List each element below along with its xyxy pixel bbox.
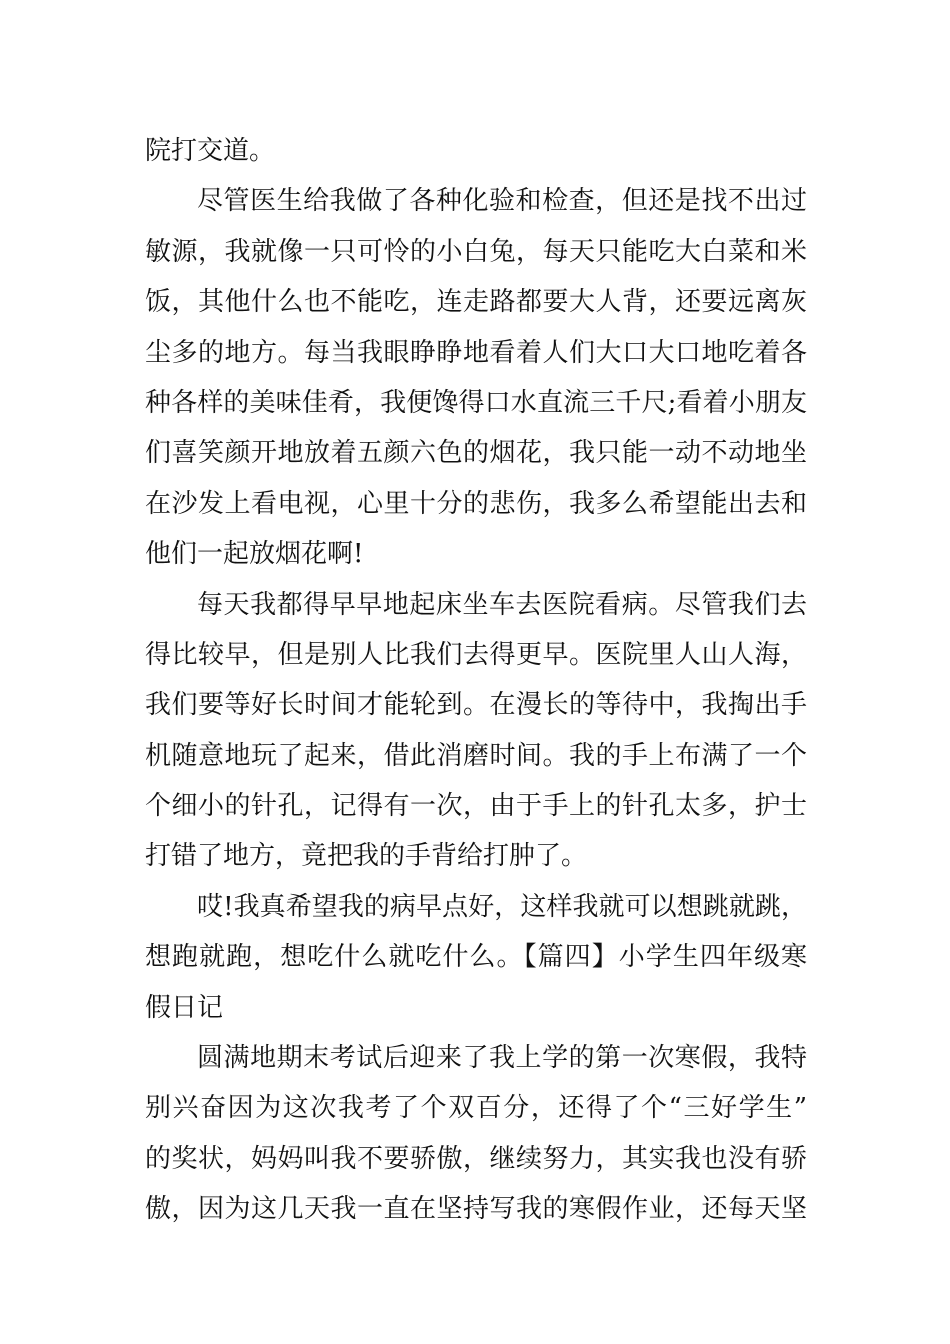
text-line: 敏源，我就像一只可怜的小白兔，每天只能吃大白菜和米 — [145, 236, 807, 267]
text-line: 假日记 — [145, 992, 224, 1023]
text-line: 我们要等好长时间才能轮到。在漫长的等待中，我掏出手 — [145, 690, 807, 721]
body-text — [145, 126, 807, 1235]
text-line: 想跑就跑，想吃什么就吃什么。【篇四】小学生四年级寒 — [145, 942, 807, 973]
text-line: 打错了地方，竟把我的手背给打肿了。 — [145, 841, 588, 872]
text-line: 的奖状，妈妈叫我不要骄傲，继续努力，其实我也没有骄 — [145, 1143, 807, 1174]
paragraph-start-line: 哎!我真希望我的病早点好，这样我就可以想跳就跳， — [197, 891, 807, 922]
text-line: 他们一起放烟花啊! — [145, 539, 364, 570]
text-line: 饭，其他什么也不能吃，连走路都要大人背，还要远离灰 — [145, 287, 807, 318]
text-line: 傲，因为这几天我一直在坚持写我的寒假作业，还每天坚 — [145, 1194, 807, 1225]
text-line: 机随意地玩了起来，借此消磨时间。我的手上布满了一个 — [145, 740, 807, 771]
text-line: 种各样的美味佳肴，我便馋得口水直流三千尺;看着小朋友 — [145, 387, 807, 418]
paragraph-start-line: 每天我都得早早地起床坐车去医院看病。尽管我们去 — [197, 589, 807, 620]
text-line: 们喜笑颜开地放着五颜六色的烟花，我只能一动不动地坐 — [145, 438, 807, 469]
text-line: 别兴奋因为这次我考了个双百分，还得了个“三好学生” — [145, 1093, 807, 1124]
text-line: 得比较早，但是别人比我们去得更早。医院里人山人海， — [145, 639, 807, 670]
text-line: 院打交道。 — [145, 136, 276, 166]
text-line: 在沙发上看电视，心里十分的悲伤，我多么希望能出去和 — [145, 488, 807, 519]
paragraph-start-line: 尽管医生给我做了各种化验和检查，但还是找不出过 — [197, 186, 807, 217]
text-line: 个细小的针孔，记得有一次，由于手上的针孔太多，护士 — [145, 791, 807, 822]
paragraph-start-line: 圆满地期末考试后迎来了我上学的第一次寒假，我特 — [197, 1043, 807, 1074]
text-line: 尘多的地方。每当我眼睁睁地看着人们大口大口地吃着各 — [145, 337, 807, 368]
